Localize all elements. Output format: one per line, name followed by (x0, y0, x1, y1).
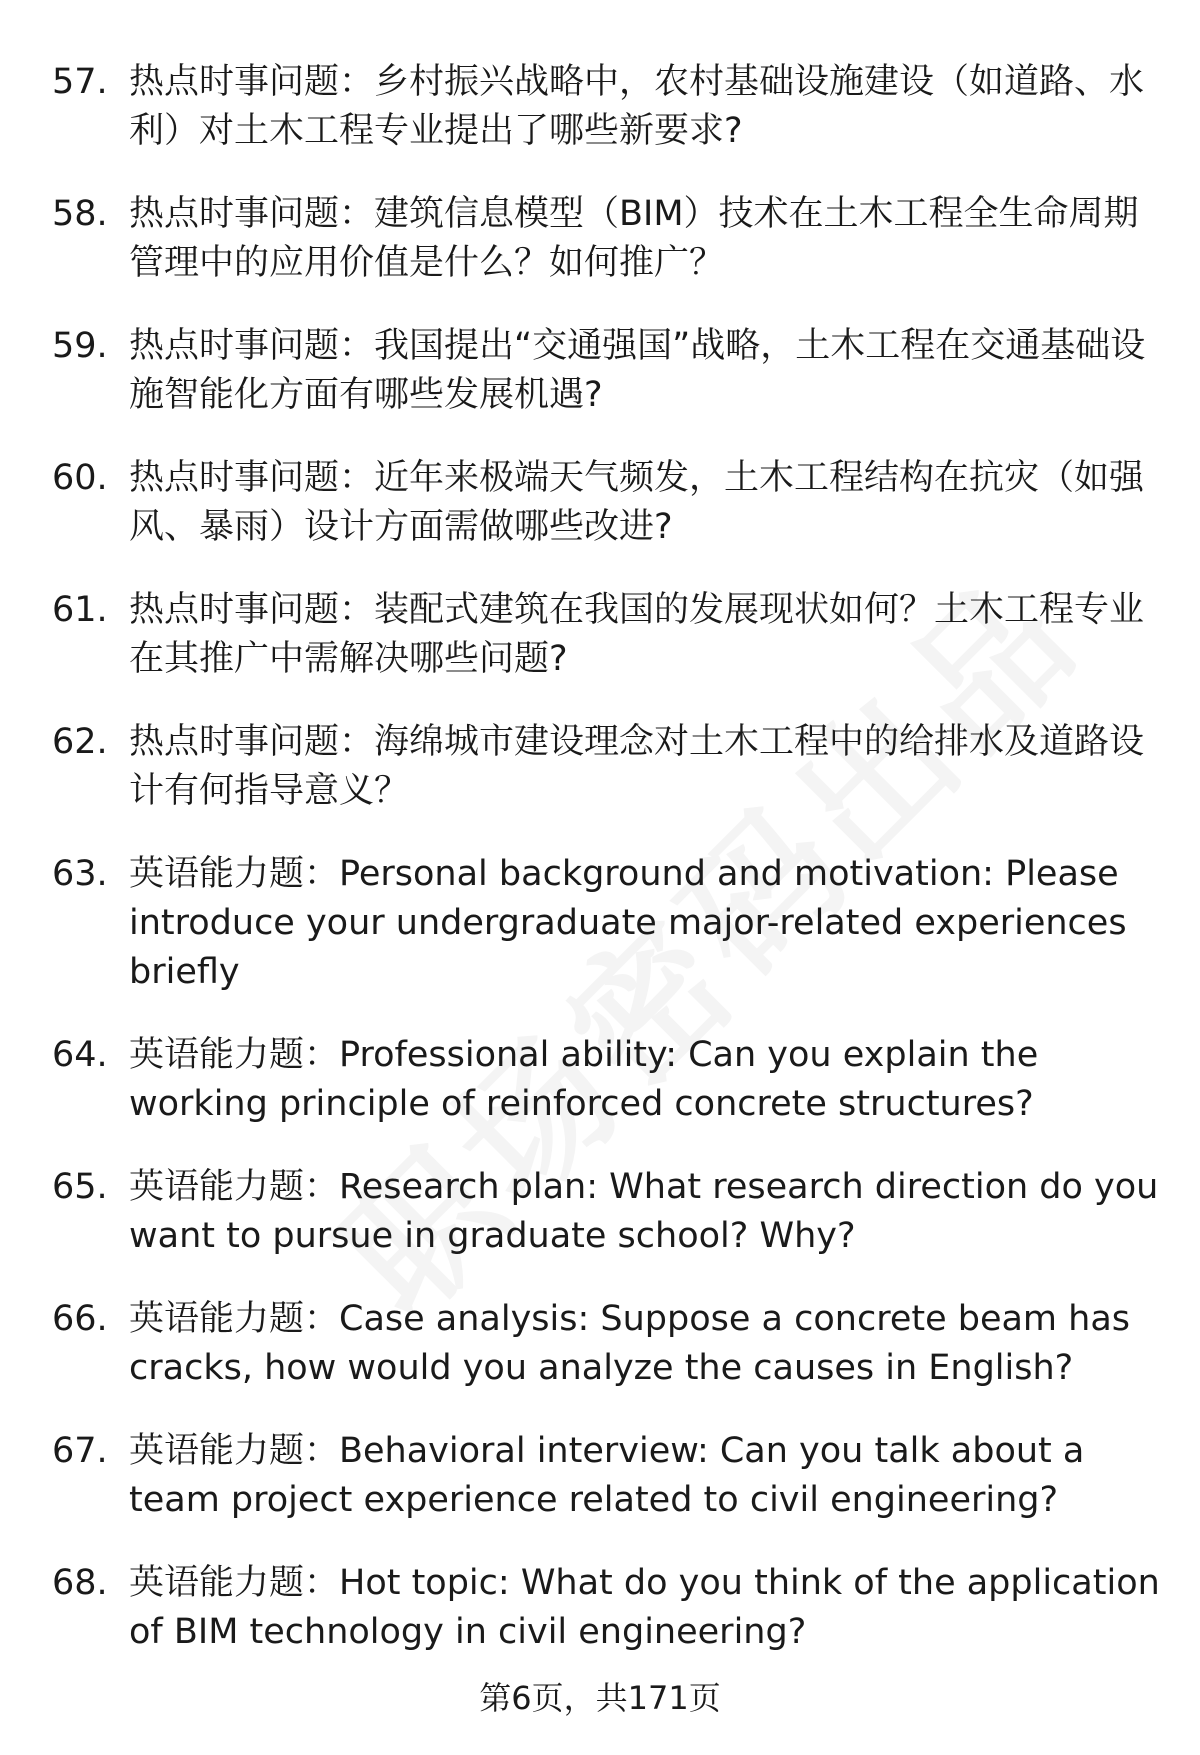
question-text: 英语能力题：Research plan: What research direction do you want to pursue in graduate school? Why? (129, 1167, 1159, 1256)
question-text: 英语能力题：Hot topic: What do you think of the application of BIM technology in civil engineering? (129, 1563, 1160, 1652)
question-item (52, 1559, 1162, 1657)
question-text: 英语能力题：Case analysis: Suppose a concrete beam has cracks, how would you analyze the causes in English? (129, 1299, 1131, 1388)
question-text: 英语能力题：Personal background and motivation: Please introduce your undergraduate major-related experiences briefly (129, 854, 1127, 992)
question-number: 65. (52, 1167, 108, 1207)
question-item (52, 1031, 1162, 1129)
question-item (52, 190, 1162, 288)
question-item (52, 850, 1162, 997)
question-item (52, 1163, 1162, 1261)
question-item (52, 1295, 1162, 1393)
question-number: 59. (52, 326, 108, 366)
question-item (52, 1427, 1162, 1525)
question-number: 63. (52, 854, 108, 894)
question-number: 61. (52, 590, 108, 630)
question-number: 57. (52, 62, 108, 102)
question-number: 58. (52, 194, 108, 234)
question-text: 热点时事问题：海绵城市建设理念对土木工程中的给排水及道路设计有何指导意义？ (129, 722, 1145, 811)
question-item (52, 454, 1162, 552)
question-number: 68. (52, 1563, 108, 1603)
question-number: 62. (52, 722, 108, 762)
question-text: 热点时事问题：建筑信息模型（BIM）技术在土木工程全生命周期管理中的应用价值是什么？如何推广？ (129, 194, 1139, 283)
question-text: 英语能力题：Behavioral interview: Can you talk about a team project experience related to civil engineering? (129, 1431, 1085, 1520)
question-item (52, 58, 1162, 156)
question-number: 67. (52, 1431, 108, 1471)
question-item (52, 718, 1162, 816)
question-item (52, 322, 1162, 420)
question-list (52, 58, 1162, 1691)
question-text: 热点时事问题：乡村振兴战略中，农村基础设施建设（如道路、水利）对土木工程专业提出了哪些新要求? (129, 62, 1145, 151)
question-number: 60. (52, 458, 108, 498)
page-footer: 第6页，共171页 (479, 1679, 721, 1717)
question-text: 热点时事问题：我国提出“交通强国”战略，土木工程在交通基础设施智能化方面有哪些发展机遇? (129, 326, 1146, 415)
question-text: 热点时事问题：装配式建筑在我国的发展现状如何？土木工程专业在其推广中需解决哪些问题? (129, 590, 1145, 679)
question-text: 英语能力题：Professional ability: Can you explain the working principle of reinforced concrete structures? (129, 1035, 1039, 1124)
question-number: 64. (52, 1035, 108, 1075)
question-number: 66. (52, 1299, 108, 1339)
question-text: 热点时事问题：近年来极端天气频发，土木工程结构在抗灾（如强风、暴雨）设计方面需做哪些改进? (129, 458, 1145, 547)
question-item (52, 586, 1162, 684)
